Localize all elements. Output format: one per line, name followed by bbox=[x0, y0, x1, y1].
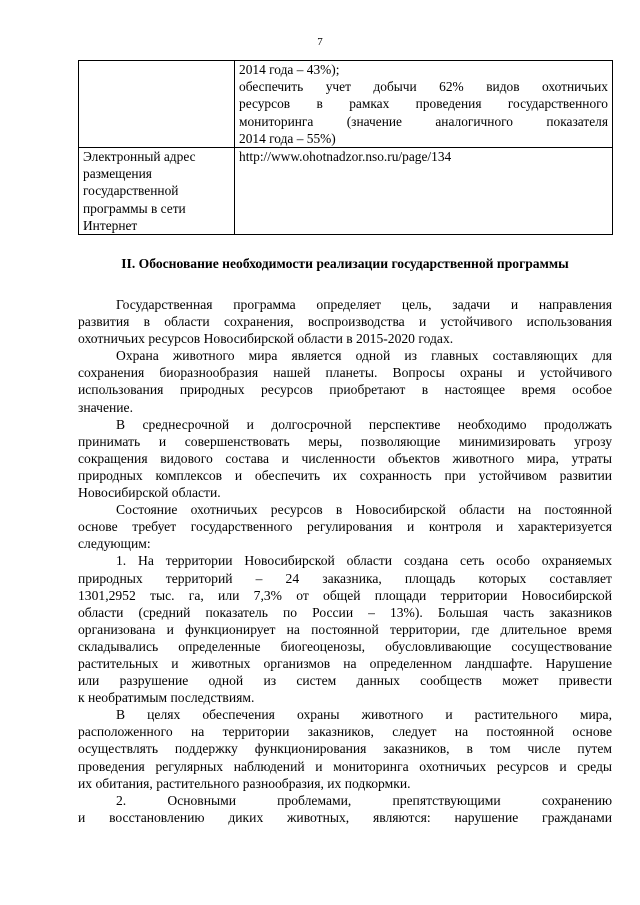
text-line: их обитания, растительного разнообразия, их подкормки. bbox=[78, 775, 411, 791]
text-line: основе требует государственного регулирования и контроля и характеризуется bbox=[78, 519, 612, 535]
text-line: осуществлять поддержку функционирования заказников, в том числе путем bbox=[78, 741, 612, 757]
table-cell-value bbox=[235, 61, 613, 148]
program-url-link[interactable]: http://www.ohotnadzor.nso.ru/page/134 bbox=[235, 148, 613, 235]
text-line: проведения регулярных наблюдений и мониторинга охотничьих ресурсов и среды bbox=[78, 758, 612, 774]
text-line: Новосибирской области. bbox=[78, 485, 221, 501]
text-line: использования природных ресурсов приобретают в настоящее время особое bbox=[78, 382, 612, 398]
paragraph bbox=[78, 416, 612, 501]
text-line: 2014 года – 43%); bbox=[239, 62, 340, 77]
text-line: развития в области сохранения, воспроизводства и устойчивого использования bbox=[78, 314, 612, 330]
text-line: 2014 года – 55%) bbox=[239, 130, 336, 146]
text-line: Состояние охотничьих ресурсов в Новосибирской области на постоянной bbox=[116, 502, 612, 518]
text-line: охотничьих ресурсов Новосибирской области в 2015-2020 годах. bbox=[78, 331, 454, 347]
text-line: 1301,2952 тыс. га, или 7,3% от общей площади территории Новосибирской bbox=[78, 587, 612, 603]
paragraph bbox=[78, 501, 612, 552]
paragraph bbox=[78, 296, 612, 347]
text-line: Электронный адрес bbox=[83, 149, 196, 165]
text-line: природных комплексов и обеспечить их сохранность при устойчивом развитии bbox=[78, 467, 612, 483]
text-line: Государственная программа определяет цель, задачи и направления bbox=[116, 297, 612, 312]
paragraph bbox=[78, 706, 612, 791]
text-line: и восстановлению диких животных, являются: нарушение гражданами bbox=[78, 809, 612, 825]
text-line: или разрушение одной из систем данных сообществ может привести bbox=[78, 673, 612, 689]
text-line: складывались определенные биогеоценозы, обусловливающие сосуществование bbox=[78, 638, 612, 654]
text-line: В целях обеспечения охраны животного и растительного мира, bbox=[116, 707, 612, 723]
text-line: принимать и совершенствовать меры, позволяющие минимизировать угрозу bbox=[78, 433, 612, 449]
paragraph bbox=[78, 552, 612, 706]
text-line: растительных и животных организмов на определенном ландшафте. Нарушение bbox=[78, 655, 612, 671]
table-row bbox=[79, 148, 613, 235]
text-line: Охрана животного мира является одной из главных составляющих для bbox=[116, 348, 612, 364]
text-line: В среднесрочной и долгосрочной перспективе необходимо продолжать bbox=[116, 416, 612, 432]
text-line: 1. На территории Новосибирской области создана сеть особо охраняемых bbox=[116, 553, 612, 569]
table-row bbox=[79, 61, 613, 148]
page-number: 7 bbox=[317, 36, 323, 48]
section-heading: II. Обоснование необходимости реализации государственной программы bbox=[121, 256, 569, 271]
text-line: 2. Основными проблемами, препятствующими сохранению bbox=[116, 792, 612, 808]
text-line: обеспечить учет добычи 62% видов охотничьих bbox=[239, 79, 608, 95]
text-line: организована и функционирует на постоянной территории, где длительное время bbox=[78, 621, 612, 637]
text-line: размещения bbox=[83, 166, 152, 182]
text-line: сокращения видового состава и численности объектов животного мира, утраты bbox=[78, 450, 612, 466]
text-line: программы в сети bbox=[83, 200, 186, 216]
paragraph bbox=[78, 792, 612, 826]
paragraph bbox=[78, 347, 612, 415]
table-cell-label bbox=[79, 148, 235, 235]
text-line: области (средний показатель по России – 13%). Большая часть заказников bbox=[78, 604, 612, 620]
text-line: Интернет bbox=[83, 217, 138, 233]
text-line: к необратимым последствиям. bbox=[78, 690, 255, 706]
text-line: сохранения биоразнообразия нашей планеты. Вопросы охраны и устойчивого bbox=[78, 365, 612, 381]
text-line: расположенного на территории заказников, следует на постоянной основе bbox=[78, 724, 612, 740]
program-passport-table bbox=[78, 60, 613, 235]
text-line: мониторинга (значение аналогичного показателя bbox=[239, 113, 608, 129]
table-cell-label bbox=[79, 61, 235, 148]
text-line: государственной bbox=[83, 183, 179, 199]
text-line: природных территорий – 24 заказника, площадь которых составляет bbox=[78, 570, 612, 586]
text-line: следующим: bbox=[78, 536, 151, 552]
text-line: ресурсов в рамках проведения государственного bbox=[239, 96, 608, 112]
section-body bbox=[78, 296, 612, 826]
text-line: значение. bbox=[78, 399, 133, 415]
